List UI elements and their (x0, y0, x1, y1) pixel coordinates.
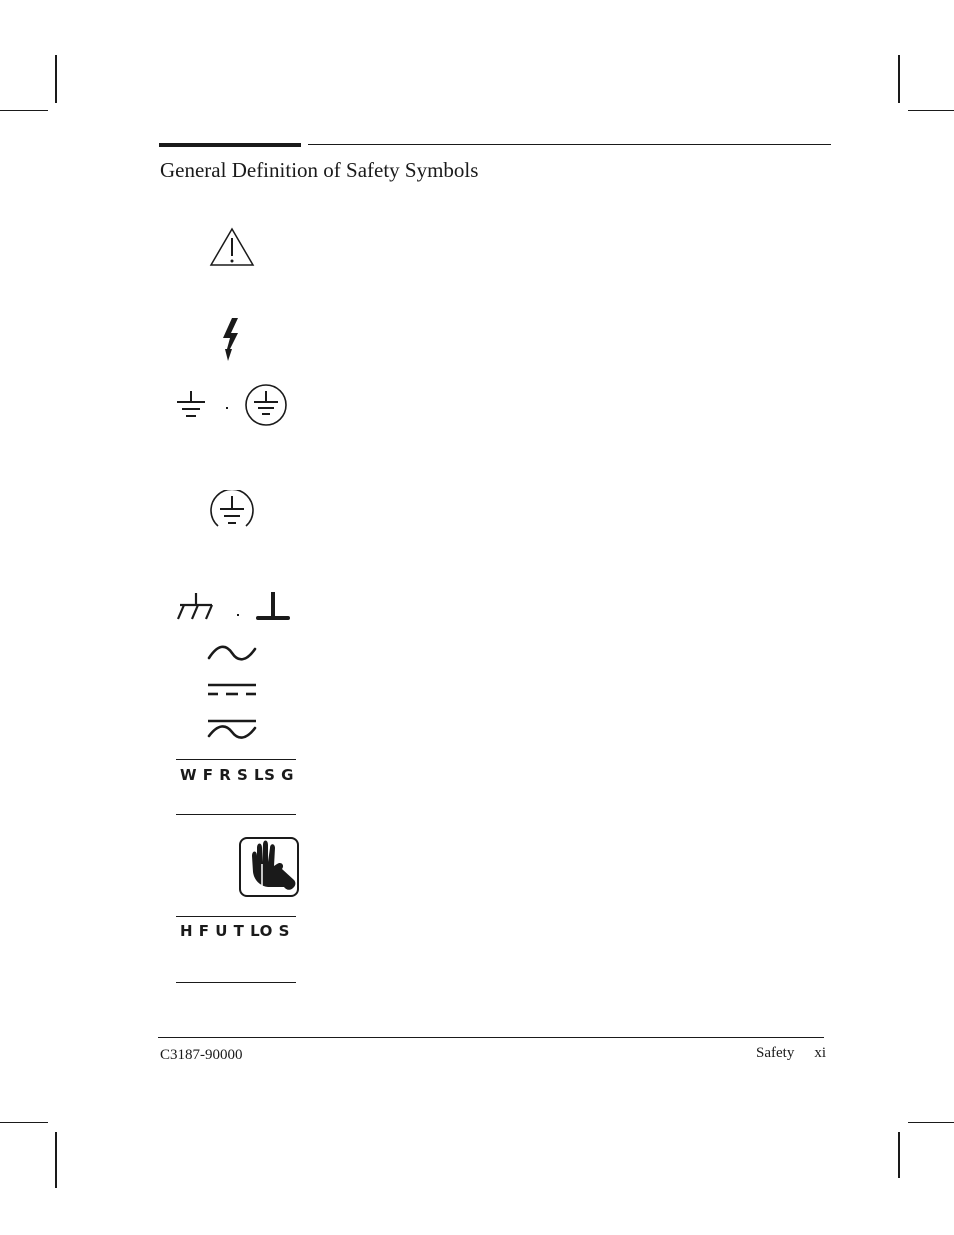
protective-earth-icon (209, 490, 255, 530)
warning-bottom-rule (176, 814, 296, 815)
crop-mark (908, 1122, 954, 1123)
footer-section-name: Safety (756, 1045, 795, 1061)
warning-label: W F R S LS G (180, 766, 294, 784)
separator-dot (226, 407, 228, 409)
footer-part-number: C3187-90000 (160, 1047, 243, 1063)
ac-dc-icon (206, 716, 258, 744)
footer-rule (158, 1037, 824, 1038)
crop-mark (908, 110, 954, 111)
frame-chassis-ground-icon (174, 590, 216, 624)
warning-top-rule (176, 759, 296, 760)
crop-mark (55, 55, 57, 103)
earth-ground-circle-icon (244, 383, 288, 427)
crop-mark (55, 1132, 57, 1188)
warning-triangle-icon (208, 226, 256, 268)
crop-mark (898, 1132, 900, 1178)
caution-label: H F U T LO S (180, 922, 290, 940)
direct-current-icon (206, 680, 258, 700)
footer-section (756, 1045, 826, 1062)
caution-top-rule (176, 916, 296, 917)
header-thin-rule (308, 144, 831, 145)
page-title: General Definition of Safety Symbols (160, 158, 479, 182)
alternating-current-icon (206, 642, 258, 666)
crop-mark (0, 110, 48, 111)
footer-page-number: xi (814, 1045, 826, 1061)
header-thick-rule (159, 143, 301, 147)
caution-bottom-rule (176, 982, 296, 983)
crop-mark (0, 1122, 48, 1123)
common-terminal-icon (256, 590, 292, 624)
separator-dot (237, 614, 239, 616)
hand-hazard-icon (238, 836, 300, 898)
crop-mark (898, 55, 900, 103)
high-voltage-icon (219, 316, 247, 364)
earth-ground-icon (174, 388, 208, 422)
